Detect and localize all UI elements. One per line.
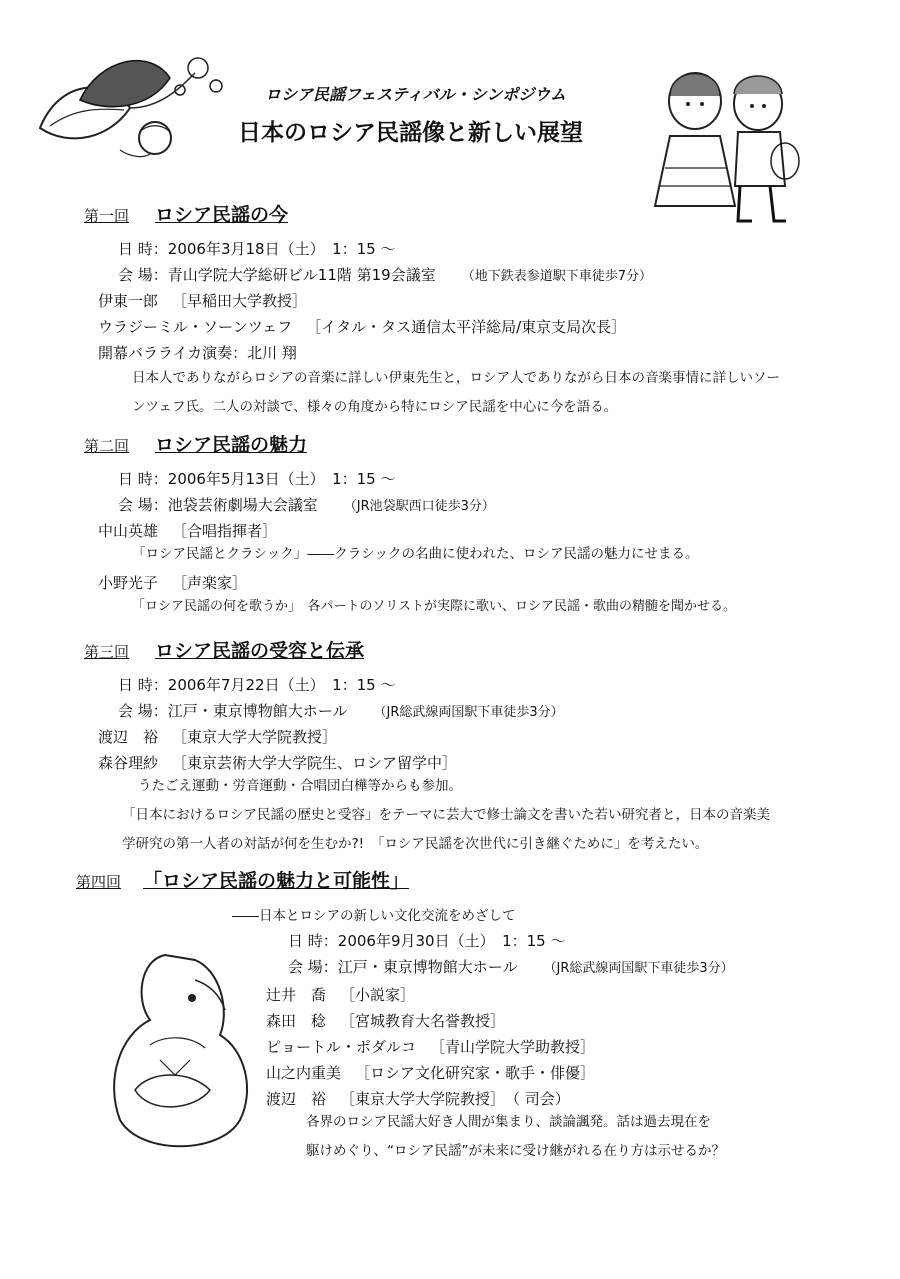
session-3-description <box>122 772 842 859</box>
speaker-affiliation: ［小説家］ <box>340 986 416 1004</box>
description-line: 駆けめぐり、“ロシア民謡”が未来に受け継がれる在り方は示せるか？ <box>306 1143 725 1159</box>
date-label: 日 時： <box>118 240 168 258</box>
speaker-affiliation: ［宮城教育大名誉教授］ <box>340 1012 506 1030</box>
speaker-name: 小野光子 <box>98 574 159 592</box>
symposium-series-subtitle: ロシア民謡フェスティバル・シンポジウム <box>265 85 567 104</box>
session-title: 「ロシア民謡の魅力と可能性」 <box>143 870 410 892</box>
session-3-date <box>118 674 396 695</box>
session-4-moderator <box>266 1088 570 1109</box>
description-line: 「日本におけるロシア民謡の歴史と受容」をテーマに芸大で修士論文を書いた若い研究者と，日本の音楽美 <box>122 807 770 823</box>
session-1-speaker <box>98 290 307 311</box>
speaker-affiliation: ［東京芸術大学大学院生、ロシア留学中］ <box>172 754 458 772</box>
session-2-venue <box>118 494 495 515</box>
session-number: 第一回 <box>84 207 130 225</box>
session-4-speaker <box>266 1010 505 1031</box>
session-1-description <box>132 364 832 422</box>
session-2-speaker <box>98 572 247 593</box>
session-2-heading <box>84 430 307 457</box>
date-value: 2006年9月30日（土） 1：15 ～ <box>337 932 566 950</box>
speaker-name: 中山英雄 <box>98 522 159 540</box>
session-4-description <box>306 1108 846 1166</box>
speaker-name: 辻井 喬 <box>266 986 327 1004</box>
speaker-affiliation: ［イタル・タス通信太平洋総局/東京支局次長］ <box>306 318 627 336</box>
speaker-name: 森谷理紗 <box>98 754 159 772</box>
session-1-heading <box>84 200 288 227</box>
venue-value: 池袋芸術劇場大会議室 <box>167 496 318 514</box>
venue-label: 会 場： <box>118 702 168 720</box>
date-value: 2006年5月13日（土） 1：15 ～ <box>167 470 396 488</box>
speaker-topic: 「ロシア民謡とクラシック」――クラシックの名曲に使われた、ロシア民謡の魅力にせまる。 <box>132 546 699 562</box>
session-1-venue <box>118 264 652 285</box>
speaker-affiliation: ［早稲田大学教授］ <box>172 292 308 310</box>
date-label: 日 時： <box>118 470 168 488</box>
session-title: ロシア民謡の魅力 <box>155 434 308 456</box>
venue-access-note: （地下鉄表参道駅下車徒歩7分） <box>461 269 653 284</box>
venue-label: 会 場： <box>118 266 168 284</box>
description-line: ンツェフ氏。二人の対談で、様々の角度から特にロシア民謡を中心に今を語る。 <box>132 399 618 415</box>
floral-ornament-icon <box>20 38 240 168</box>
venue-value: 江戸・東京博物館大ホール <box>337 958 518 976</box>
speaker-name: 森田 稔 <box>266 1012 327 1030</box>
venue-label: 会 場： <box>288 958 338 976</box>
session-4-date <box>288 930 566 951</box>
speaker-affiliation: ［東京大学大学院教授］ <box>172 728 338 746</box>
speaker-name: 渡辺 裕 <box>266 1090 327 1108</box>
session-number: 第二回 <box>84 437 130 455</box>
description-line: 学研究の第一人者の対話が何を生むか?! 「ロシア民謡を次世代に引き継ぐために」を考えたい。 <box>122 836 709 852</box>
session-1-opening-performance <box>98 342 297 363</box>
session-3-heading <box>84 636 364 663</box>
venue-access-note: （JR総武線両国駅下車徒歩3分） <box>373 705 564 720</box>
performer-name: 開幕バラライカ演奏：北川 翔 <box>98 344 297 362</box>
page-title: 日本のロシア民謡像と新しい展望 <box>238 120 583 146</box>
session-3-speaker <box>98 726 337 747</box>
session-4-speaker <box>266 1036 595 1057</box>
session-4-venue <box>288 956 734 977</box>
dancing-couple-illustration-icon <box>640 56 810 231</box>
session-2-date <box>118 468 396 489</box>
venue-value: 江戸・東京博物館大ホール <box>167 702 348 720</box>
session-4-speaker <box>266 1062 595 1083</box>
session-4-heading <box>76 866 409 893</box>
speaker-name: ピョートル・ポダルコ <box>266 1038 417 1056</box>
speaker-affiliation: ［ロシア文化研究家・歌手・俳優］ <box>355 1064 596 1082</box>
date-value: 2006年3月18日（土） 1：15 ～ <box>167 240 396 258</box>
venue-access-note: （JR総武線両国駅下車徒歩3分） <box>543 961 734 976</box>
description-line: うたごえ運動・労音運動・合唱団白樺等からも参加。 <box>138 778 462 794</box>
session-title: ロシア民謡の受容と伝承 <box>155 640 365 662</box>
ceramic-bird-illustration-icon <box>80 940 280 1165</box>
session-4-tagline: ――日本とロシアの新しい文化交流をめざして <box>232 908 516 924</box>
session-3-speaker <box>98 752 457 773</box>
description-line: 各界のロシア民謡大好き人間が集まり、談論諷発。話は過去現在を <box>306 1114 711 1130</box>
speaker-affiliation: ［青山学院大学助教授］ <box>430 1038 596 1056</box>
session-number: 第三回 <box>84 643 130 661</box>
speaker-topic: 「ロシア民謡の何を歌うか」 各パートのソリストが実際に歌い、ロシア民謡・歌曲の精髄を聞かせる。 <box>132 599 736 614</box>
date-value: 2006年7月22日（土） 1：15 ～ <box>167 676 396 694</box>
venue-access-note: （JR池袋駅西口徒歩3分） <box>343 499 495 514</box>
session-title: ロシア民謡の今 <box>155 204 289 226</box>
speaker-affiliation: ［声楽家］ <box>172 574 248 592</box>
speaker-name: ウラジーミル・ソーンツェフ <box>98 318 293 336</box>
speaker-name: 渡辺 裕 <box>98 728 159 746</box>
date-label: 日 時： <box>118 676 168 694</box>
session-4-speaker <box>266 984 415 1005</box>
speaker-name: 山之内重美 <box>266 1064 342 1082</box>
speaker-name: 伊東一郎 <box>98 292 159 310</box>
session-number: 第四回 <box>76 873 122 891</box>
session-2-speaker <box>98 520 277 541</box>
speaker-affiliation: ［合唱指揮者］ <box>172 522 278 540</box>
speaker-affiliation: ［東京大学大学院教授］ （ 司会） <box>340 1090 570 1108</box>
session-3-venue <box>118 700 564 721</box>
venue-value: 青山学院大学総研ビル11階 第19会議室 <box>167 266 436 284</box>
venue-label: 会 場： <box>118 496 168 514</box>
session-1-speaker <box>98 316 626 337</box>
session-1-date <box>118 238 396 259</box>
date-label: 日 時： <box>288 932 338 950</box>
description-line: 日本人でありながらロシアの音楽に詳しい伊東先生と，ロシア人でありながら日本の音楽事情に詳しいソー <box>132 370 780 386</box>
